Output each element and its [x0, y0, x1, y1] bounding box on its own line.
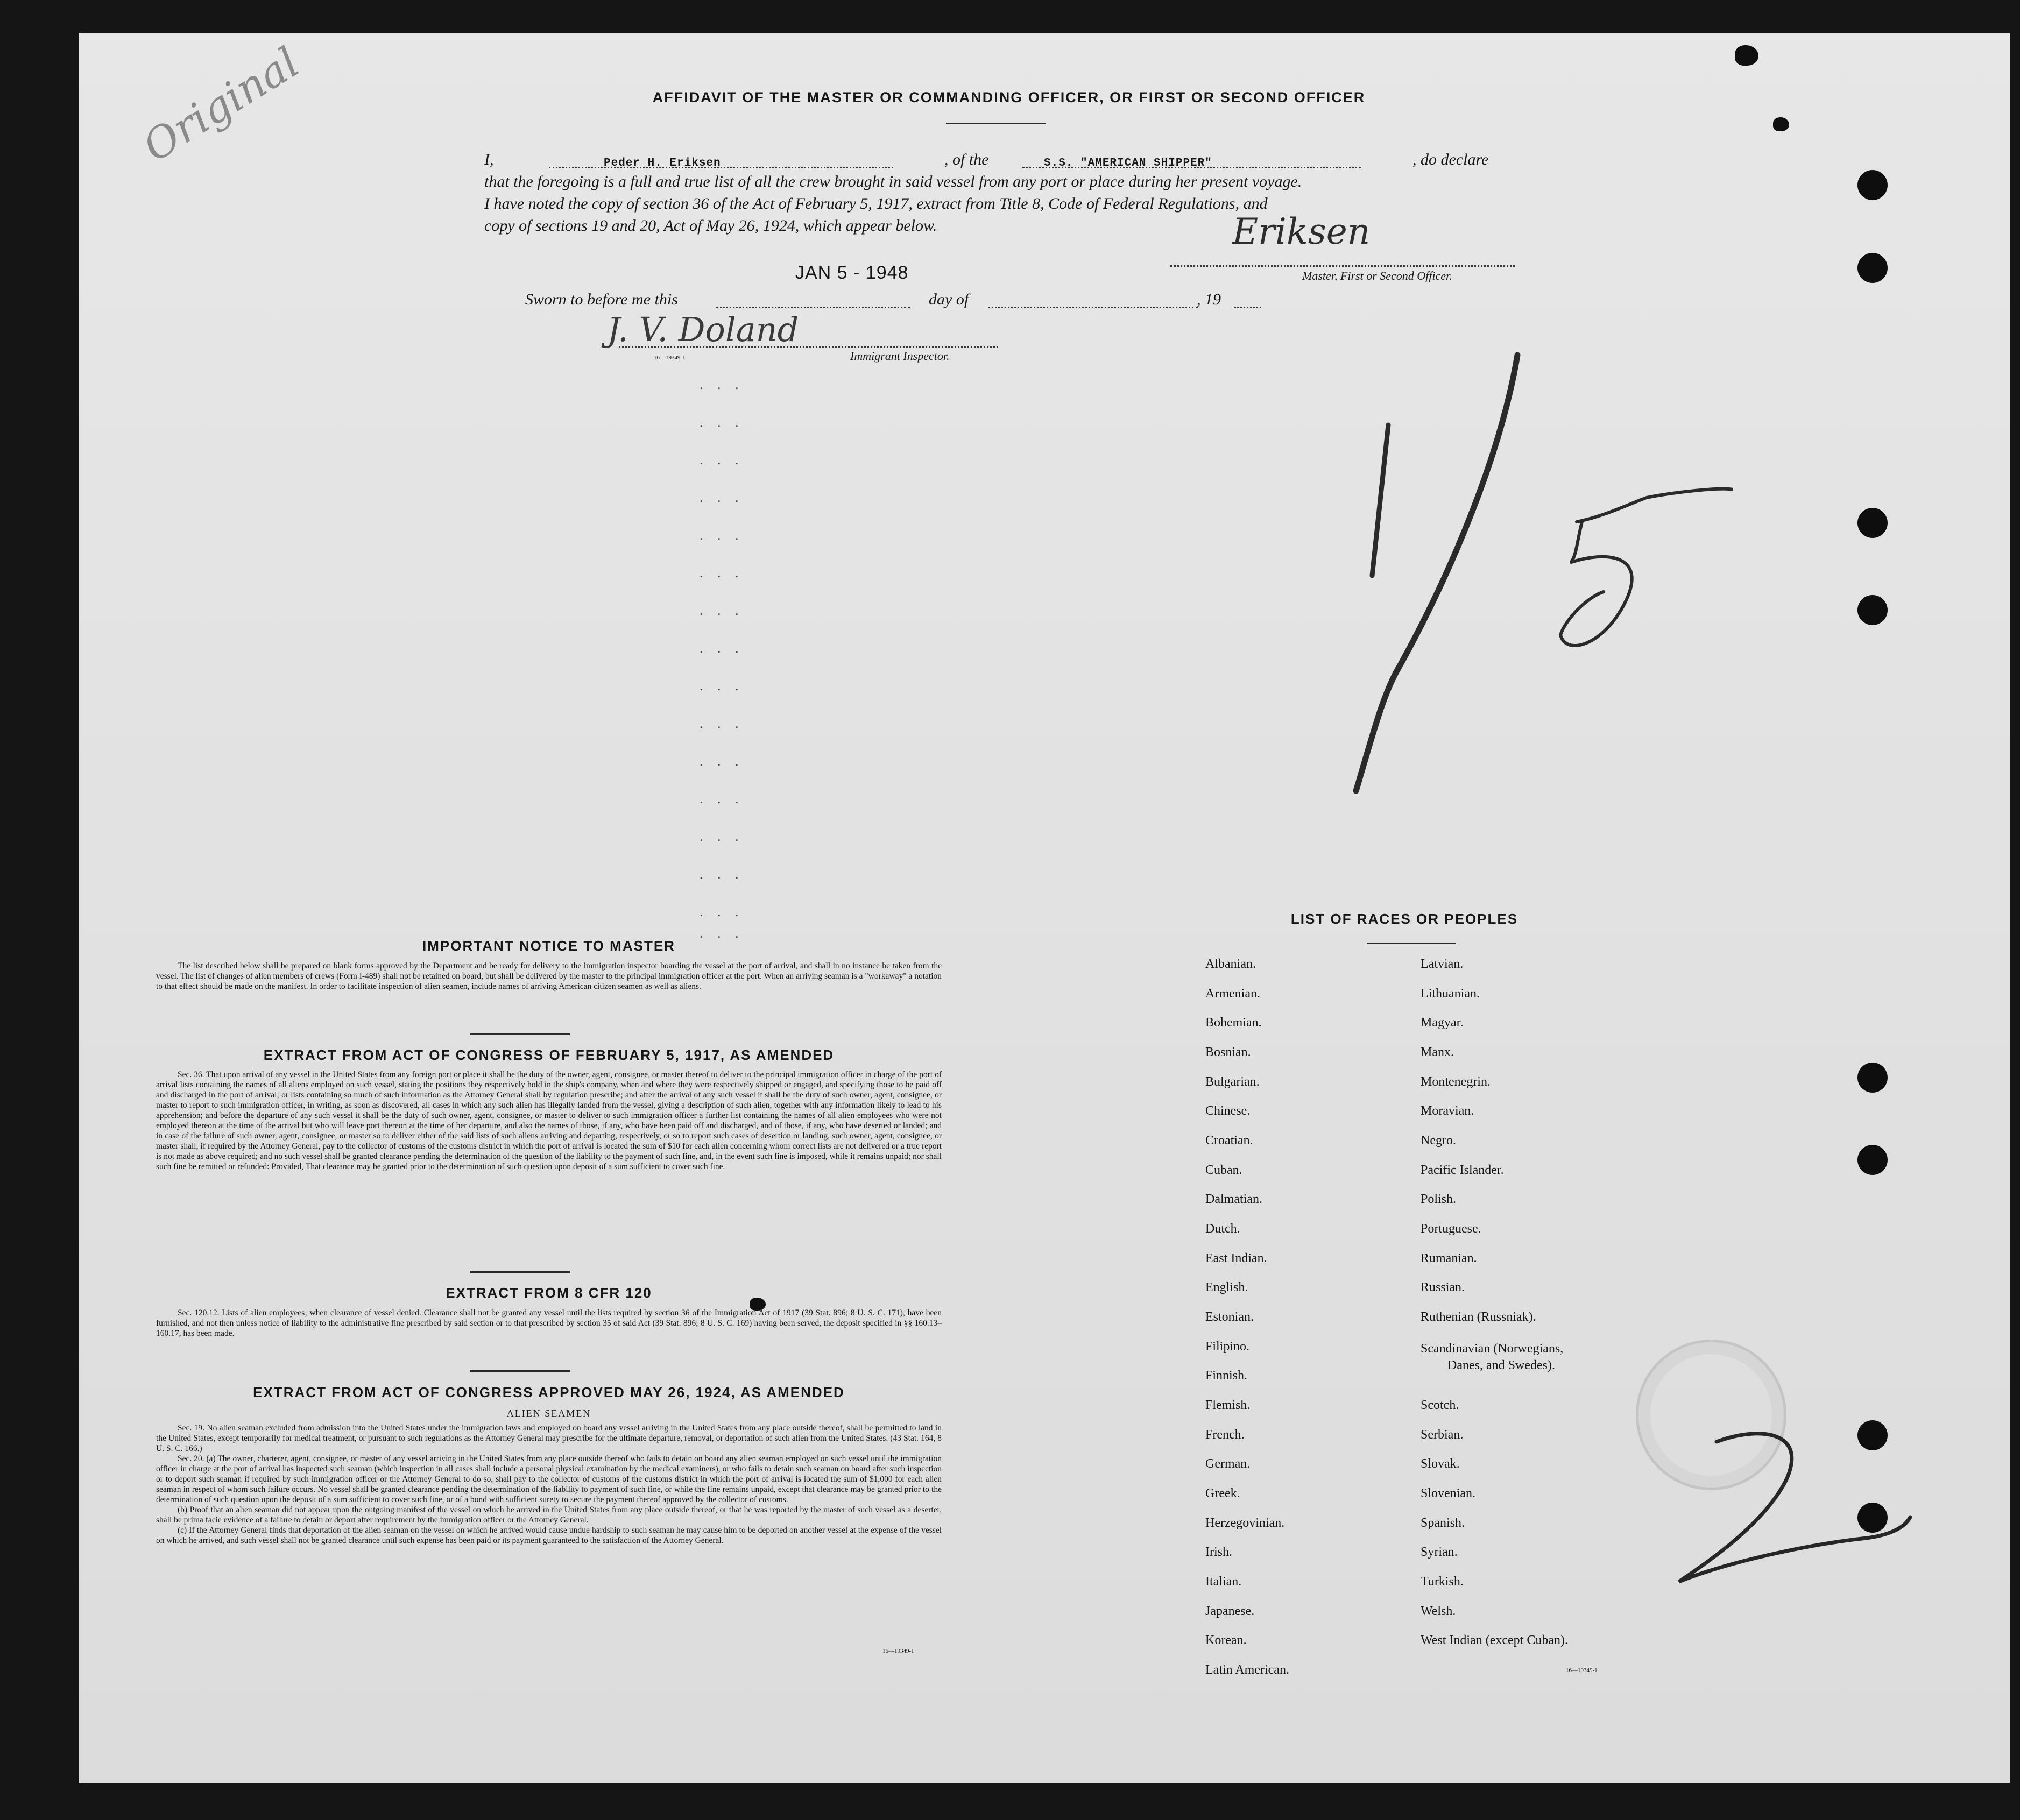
race-item: English.: [1205, 1280, 1248, 1294]
race-item: Slovak.: [1421, 1457, 1460, 1471]
notice-title: IMPORTANT NOTICE TO MASTER: [422, 938, 675, 954]
race-item: German.: [1205, 1457, 1251, 1471]
race-item: Armenian.: [1205, 987, 1260, 1001]
ink-blot: [1735, 45, 1758, 66]
date-stamp: JAN 5 - 1948: [795, 263, 909, 283]
race-item: Montenegrin.: [1421, 1075, 1491, 1089]
races-rule: [1367, 943, 1456, 944]
punch-hole: [1857, 1145, 1888, 1175]
extract-1924-text: [156, 1423, 942, 1546]
race-item: Bohemian.: [1205, 1016, 1262, 1030]
year-underline: [1234, 307, 1261, 308]
race-item: Portuguese.: [1421, 1222, 1481, 1236]
race-item: West Indian (except Cuban).: [1421, 1633, 1568, 1647]
race-item: Russian.: [1421, 1280, 1465, 1294]
race-item: Turkish.: [1421, 1575, 1464, 1589]
race-item: Bulgarian.: [1205, 1075, 1260, 1089]
extract-cfr-text: Sec. 120.12. Lists of alien employees; when clearance of vessel denied. Clearance shall not be granted any vessel until the lists required by section 36 of the Immigration Act of 1917 (39 Stat. 896; 8 U. S. C. 171), have been furnished, and not then unless notice of liability to the administrative fine prescribed by said section or to that prescribed by section 35 of said Act (39 Stat. 896; 8 U. S. C. 169) having been served, the deposit specified in §§ 160.13–160.17, has been made.: [156, 1308, 942, 1338]
race-item: Irish.: [1205, 1545, 1232, 1559]
ink-blot: [1773, 117, 1789, 131]
punch-hole: [1857, 170, 1888, 200]
master-signature: Eriksen: [1232, 211, 1371, 252]
declaration-line-3: I have noted the copy of section 36 of the Act of February 5, 1917, extract from Title 8, Code of Federal Regulations, and: [484, 195, 1268, 213]
extract-1917-title: EXTRACT FROM ACT OF CONGRESS OF FEBRUARY 5, 1917, AS AMENDED: [263, 1047, 835, 1063]
section-rule: [470, 1271, 570, 1273]
inspector-signature: J. V. Doland: [607, 310, 799, 349]
name-underline: [549, 167, 893, 168]
race-item: Cuban.: [1205, 1163, 1242, 1177]
punch-hole: [1857, 508, 1888, 538]
original-annotation: Original: [135, 38, 308, 172]
day-underline: [716, 307, 910, 308]
notice-text: The list described below shall be prepared on blank forms approved by the Department and be ready for delivery to the immigration inspector boarding the vessel at the port of arrival, and shall in no instance be taken from the vessel. The list of changes of alien members of crews (Form I-489) shall not be retained on board, but shall be delivered by the master to the principal immigration officer at the port. When an arriving seaman is a "workaway" a notation to that effect should be made on the manifest. In order to facilitate inspection of alien seamen, include names of arriving American citizen seamen as well as aliens.: [156, 961, 942, 991]
form-number: 16—19349-1: [654, 355, 686, 361]
extract-1917-text: Sec. 36. That upon arrival of any vessel in the United States from any foreign port or place it shall be the duty of the owner, agent, consignee, or master thereof to deliver to the principal immigration officer in charge of the port of arrival lists containing the names of all aliens employed on such vessel, stating the positions they respectively hold in the ship's company, when and where they were respectively shipped or engaged, and specifying those to be paid off and discharged in the port of arrival; or lists containing so much of such information as the Attorney General shall by regulation prescribe; and after the arrival of any such vessel it shall be the duty of such owner, agent, consignee, or master to report to such immigration officer, in writing, as soon as discovered, all cases in which any such alien has illegally landed from the vessel, giving a description of such alien, together with any information likely to lead to his apprehension; and before the departure of any such vessel it shall be the duty of such owner, agent, consignee, or master to deliver to such immigration officer a further list containing the names of all alien employees who were not employed thereon at the time of the arrival but who will leave port thereon at the time of her departure, and also the names of those, if any, who have been paid off and discharged, and of those, if any, who have deserted or landed; and in case of the failure of such owner, agent, consignee, or master so to deliver either of the said lists of such aliens arriving and departing, respectively, or so to report such cases of desertion or landing, such owner, agent, consignee, or master shall, if required by the Attorney General, pay to the collector of customs of the customs district in which the port of arrival is located the sum of $10 for each alien concerning whom correct lists are not delivered or a true report is not made as above required; and no such vessel shall be granted clearance pending the determination of the question of the liability to the payment of such fine, and, in the event such fine is imposed, while it remains unpaid; nor shall such fine be remitted or refunded: Provided, That clearance may be granted prior to the determination of such question upon deposit of a sum sufficient to cover such fine.: [156, 1070, 942, 1171]
title-rule: [946, 123, 1046, 124]
race-item: French.: [1205, 1428, 1245, 1442]
race-item: Korean.: [1205, 1633, 1247, 1647]
extract-1924-subtitle: ALIEN SEAMEN: [506, 1408, 591, 1419]
master-name: Peder H. Eriksen: [604, 157, 721, 169]
declaration-line-4: copy of sections 19 and 20, Act of May 26, 1924, which appear below.: [484, 217, 937, 235]
race-item: Filipino.: [1205, 1340, 1250, 1354]
form-number: 16—19349-1: [1566, 1667, 1598, 1674]
handwritten-five: [1560, 489, 1733, 646]
race-item: Greek.: [1205, 1486, 1240, 1500]
handwritten-slash: [1356, 355, 1517, 791]
race-item: Bosnian.: [1205, 1045, 1251, 1059]
race-item: Rumanian.: [1421, 1251, 1477, 1265]
race-item: Latvian.: [1421, 957, 1464, 971]
race-item: Estonian.: [1205, 1310, 1254, 1324]
declaration-line-1: I, Peder H. Eriksen , of the S.S. "AMERICAN SHIPPER" , do declare: [484, 148, 1517, 171]
signature-caption: Master, First or Second Officer.: [1302, 269, 1452, 282]
race-item: Flemish.: [1205, 1398, 1251, 1412]
form-number: 16—19349-1: [882, 1648, 914, 1654]
race-item: Slovenian.: [1421, 1486, 1475, 1500]
inspector-caption: Immigrant Inspector.: [850, 349, 950, 363]
races-title: LIST OF RACES OR PEOPLES: [1290, 911, 1518, 927]
handwritten-one: [1372, 425, 1388, 576]
section-20c: (c) If the Attorney General finds that deportation of the alien seaman on the vessel on which he arrived would cause undue hardship to such seaman he may cause him to be deported on another vessel at the expense of the vessel on which he arrived, and such vessel shall not be granted clearance until such expense has been paid or its payment guaranteed to the satisfaction of the Attorney General.: [156, 1526, 942, 1545]
handwritten-page-number: [1636, 1420, 1916, 1592]
race-item: Spanish.: [1421, 1516, 1465, 1530]
inspector-line: [619, 346, 998, 348]
race-item: Serbian.: [1421, 1428, 1464, 1442]
signature-line: [1170, 265, 1515, 267]
race-item: Manx.: [1421, 1045, 1454, 1059]
race-item: Dalmatian.: [1205, 1192, 1262, 1206]
extract-1924-title: EXTRACT FROM ACT OF CONGRESS APPROVED MAY 26, 1924, AS AMENDED: [253, 1384, 845, 1400]
section-20b: (b) Proof that an alien seaman did not appear upon the outgoing manifest of the vessel on which he arrived in the United States from any place outside thereof, or that he was reported by the master of such vessel as a deserter, shall be prima facie evidence of a failure to detain or deport after requirement by the immigration officer or the Attorney General.: [156, 1505, 942, 1525]
race-item: Magyar.: [1421, 1016, 1464, 1030]
race-item: Welsh.: [1421, 1604, 1456, 1618]
race-item: Pacific Islander.: [1421, 1163, 1504, 1177]
month-underline: [988, 307, 1198, 308]
race-item: Scandinavian (Norwegians,: [1421, 1342, 1564, 1356]
race-item: East Indian.: [1205, 1251, 1267, 1265]
sworn-line: Sworn to before me this day of , 19: [525, 288, 1279, 310]
race-item: Croatian.: [1205, 1134, 1253, 1148]
race-item: Lithuanian.: [1421, 987, 1480, 1001]
section-20a: Sec. 20. (a) The owner, charterer, agent, consignee, or master of any vessel arriving in the United States from any place outside thereof who fails to detain on board any alien seaman employed on such vessel until the immigration officer in charge at the port of arrival has inspected such seaman (which inspection in all cases shall include a personal physical examination by the medical examiners), or who fails to detain such seaman on board after such inspection or to deport such seaman if required by such immigration officer or the Attorney General to do so, shall pay to the collector of customs of the customs district in which the port of arrival is located the sum of $1,000 for each alien seaman in respect of whom such failure occurs. No vessel shall be granted clearance pending the determination of the liability to payment of such fine, or while the fine remains unpaid, except that clearance may be granted prior to the determination of such question upon the deposit of a sum sufficient to cover such fine, or of a bond with sufficient surety to secure the payment thereof approved by the collector of customs.: [156, 1454, 942, 1504]
race-item: Syrian.: [1421, 1545, 1458, 1559]
race-item: Finnish.: [1205, 1369, 1248, 1383]
section-rule: [470, 1370, 570, 1372]
race-item: Polish.: [1421, 1192, 1457, 1206]
extract-cfr-title: EXTRACT FROM 8 CFR 120: [446, 1285, 652, 1301]
punch-hole: [1857, 253, 1888, 283]
race-item: Chinese.: [1205, 1104, 1251, 1118]
section-19: Sec. 19. No alien seaman excluded from admission into the United States under the immigration laws and employed on board any vessel arriving in the United States from any place outside thereof, shall be permitted to land in the United States, except temporarily for medical treatment, or pursuant to such regulations as the Attorney General may prescribe for the ultimate departure, removal, or deportation of such alien from the United States. (43 Stat. 164, 8 U. S. C. 166.): [156, 1424, 942, 1453]
declaration-line-2: that the foregoing is a full and true list of all the crew brought in said vessel from any port or place during her present voyage.: [484, 173, 1302, 190]
punch-hole: [1857, 595, 1888, 625]
affidavit-title: AFFIDAVIT OF THE MASTER OR COMMANDING OFFICER, OR FIRST OR SECOND OFFICER: [652, 89, 1366, 105]
race-item: Latin American.: [1205, 1663, 1289, 1677]
race-item: Albanian.: [1205, 957, 1256, 971]
race-item: Japanese.: [1205, 1604, 1255, 1618]
punch-hole: [1857, 1063, 1888, 1093]
race-item: Ruthenian (Russniak).: [1421, 1310, 1536, 1324]
race-item: Herzegovinian.: [1205, 1516, 1285, 1530]
race-item: Italian.: [1205, 1575, 1242, 1589]
race-item: Dutch.: [1205, 1222, 1240, 1236]
vessel-name: S.S. "AMERICAN SHIPPER": [1044, 157, 1212, 169]
race-item: Moravian.: [1421, 1104, 1474, 1118]
handwritten-fraction: [1324, 344, 1733, 828]
race-item: Scotch.: [1421, 1398, 1459, 1412]
race-item: Negro.: [1421, 1134, 1456, 1148]
race-item-continuation: Danes, and Swedes).: [1447, 1358, 1555, 1372]
section-rule: [470, 1033, 570, 1035]
